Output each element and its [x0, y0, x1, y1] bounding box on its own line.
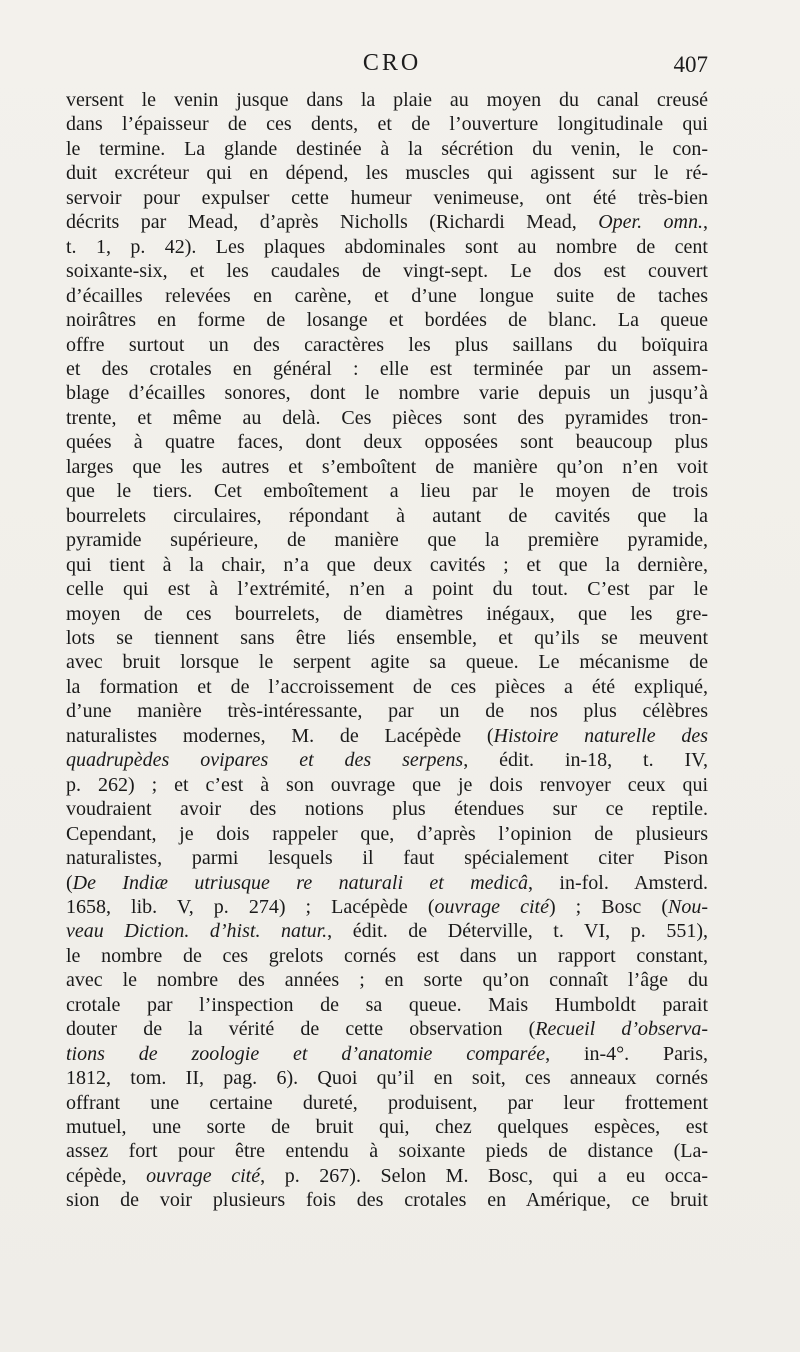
text-line [66, 968, 708, 992]
text-segment: noirâtres en forme de losange et bordées de blanc. La queue [66, 309, 708, 332]
text-segment: pyramide supérieure, de manière que la première pyramide, [66, 529, 708, 552]
italic-text: Histoire naturelle des [493, 724, 708, 747]
text-segment: , p. 267). Selon M. Bosc, qui a eu occa- [260, 1164, 708, 1187]
text-line [66, 308, 708, 332]
text-line [66, 137, 708, 161]
text-line [66, 797, 708, 821]
text-segment: le termine. La glande destinée à la sécrétion du venin, le con- [66, 137, 708, 160]
text-segment: ) ; Bosc ( [548, 895, 668, 918]
text-segment: celle qui est à l’extrémité, n’en a point du tout. C’est par le [66, 578, 708, 601]
italic-text: quadrupèdes ovipares et des serpens [66, 749, 464, 772]
text-segment: d’écailles relevées en carène, et d’une longue suite de taches [66, 284, 708, 307]
text-line [66, 112, 708, 136]
text-segment: moyen de ces bourrelets, de diamètres inégaux, que les gre- [66, 602, 708, 625]
text-line [66, 455, 708, 479]
italic-text: Recueil d’observa- [535, 1018, 708, 1041]
text-line [66, 504, 708, 528]
text-segment: crotale par l’inspection de sa queue. Mais Humboldt parait [66, 993, 708, 1016]
italic-text: ouvrage cité [146, 1164, 261, 1187]
text-line [66, 381, 708, 405]
italic-text: ouvrage cité [434, 895, 549, 918]
text-segment: douter de la vérité de cette observation ( [66, 1018, 536, 1041]
text-line [66, 210, 708, 234]
text-segment: naturalistes, parmi lesquels il faut spécialement citer Pison [66, 847, 708, 870]
text-segment: 1658, lib. V, p. 274) ; Lacépède ( [66, 895, 435, 918]
text-line [66, 993, 708, 1017]
text-line [66, 871, 708, 895]
text-segment: , in-fol. Amsterd. [528, 871, 708, 894]
text-segment: le nombre de ces grelots cornés est dans un rapport constant, [66, 944, 708, 967]
text-segment: , in-4°. Paris, [545, 1042, 708, 1065]
body-text [66, 88, 708, 1213]
text-line [66, 553, 708, 577]
italic-text: veau Diction. d’hist. natur. [66, 920, 328, 943]
text-segment: la formation et de l’accroissement de ces pièces a été expliqué, [66, 675, 708, 698]
text-line [66, 1091, 708, 1115]
text-line [66, 479, 708, 503]
text-segment: ( [66, 871, 73, 894]
text-segment: offre surtout un des caractères les plus saillans du boïquira [66, 333, 708, 356]
text-line [66, 748, 708, 772]
text-line [66, 895, 708, 919]
text-segment: trente, et même au delà. Ces pièces sont des pyramides tron- [66, 406, 708, 429]
text-segment: , édit. de Déterville, t. VI, p. 551), [327, 920, 708, 943]
text-line [66, 577, 708, 601]
text-line [66, 1042, 708, 1066]
text-line [66, 1115, 708, 1139]
text-segment: sion de voir plusieurs fois des crotales en Amérique, ce bruit [66, 1189, 708, 1212]
text-line [66, 333, 708, 357]
text-segment: quées à quatre faces, dont deux opposées sont beaucoup plus [66, 431, 708, 454]
text-segment: avec bruit lorsque le serpent agite sa queue. Le mécanisme de [66, 651, 708, 674]
text-line [66, 1188, 708, 1212]
text-segment: offrant une certaine dureté, produisent, par leur frottement [66, 1091, 708, 1114]
text-segment: qui tient à la chair, n’a que deux cavités ; et que la dernière, [66, 553, 708, 576]
text-segment: d’une manière très-intéressante, par un de nos plus célèbres [66, 700, 708, 723]
text-line [66, 773, 708, 797]
text-segment: et des crotales en général : elle est terminée par un assem- [66, 357, 708, 380]
text-line [66, 1066, 708, 1090]
text-segment: blage d’écailles sonores, dont le nombre varie depuis un jusqu’à [66, 382, 708, 405]
italic-text: Oper. omn. [598, 211, 703, 234]
text-line [66, 161, 708, 185]
text-line [66, 357, 708, 381]
text-line [66, 944, 708, 968]
text-segment: bourrelets circulaires, répondant à autant de cavités que la [66, 504, 708, 527]
text-line [66, 1017, 708, 1041]
text-line [66, 724, 708, 748]
text-line [66, 822, 708, 846]
text-segment: duit excréteur qui en dépend, les muscles qui agissent sur le ré- [66, 162, 708, 185]
text-segment: que le tiers. Cet emboîtement a lieu par le moyen de trois [66, 480, 708, 503]
text-segment: lots se tiennent sans être liés ensemble, et qu’ils se meuvent [66, 626, 708, 649]
page-number: 407 [673, 52, 708, 77]
text-line [66, 846, 708, 870]
text-line [66, 626, 708, 650]
text-segment: mutuel, une sorte de bruit qui, chez quelques espèces, est [66, 1116, 708, 1139]
text-segment: voudraient avoir des notions plus étendues sur ce reptile. [66, 798, 708, 821]
text-line [66, 650, 708, 674]
text-line [66, 430, 708, 454]
text-line [66, 186, 708, 210]
text-segment: 1812, tom. II, pag. 6). Quoi qu’il en soit, ces anneaux cornés [66, 1067, 708, 1090]
text-segment: décrits par Mead, d’après Nicholls (Richardi Mead, [66, 211, 599, 234]
italic-text: Nou- [668, 895, 708, 918]
text-line [66, 406, 708, 430]
running-title: CRO [362, 50, 422, 76]
text-line [66, 528, 708, 552]
running-head [0, 50, 800, 86]
text-line [66, 259, 708, 283]
text-segment: , [702, 211, 708, 234]
text-line [66, 1139, 708, 1163]
text-line [66, 602, 708, 626]
text-segment: versent le venin jusque dans la plaie au moyen du canal creusé [66, 89, 708, 111]
text-line [66, 1164, 708, 1188]
text-segment: t. 1, p. 42). Les plaques abdominales sont au nombre de cent [66, 235, 708, 258]
text-segment: servoir pour expulser cette humeur venimeuse, ont été très-bien [66, 186, 708, 209]
text-segment: cépède, [66, 1164, 147, 1187]
text-segment: naturalistes modernes, M. de Lacépède ( [66, 724, 494, 747]
text-line [66, 919, 708, 943]
text-segment: assez fort pour être entendu à soixante pieds de distance (La- [66, 1140, 708, 1163]
text-segment: p. 262) ; et c’est à son ouvrage que je dois renvoyer ceux qui [66, 773, 708, 796]
text-line [66, 88, 708, 112]
italic-text: De Indiæ utriusque re naturali et medicâ [72, 871, 528, 894]
text-segment: larges que les autres et s’emboîtent de manière qu’on n’en voit [66, 455, 708, 478]
text-line [66, 235, 708, 259]
text-line [66, 675, 708, 699]
text-line [66, 699, 708, 723]
text-segment: dans l’épaisseur de ces dents, et de l’ouverture longitudinale qui [66, 113, 708, 136]
text-segment: , édit. in-18, t. IV, [463, 749, 708, 772]
text-segment: soixante-six, et les caudales de vingt-sept. Le dos est couvert [66, 260, 708, 283]
italic-text: tions de zoologie et d’anatomie comparée [66, 1042, 546, 1065]
text-line [66, 284, 708, 308]
text-segment: Cependant, je dois rappeler que, d’après l’opinion de plusieurs [66, 822, 708, 845]
text-segment: avec le nombre des années ; en sorte qu’on connaît l’âge du [66, 969, 708, 992]
